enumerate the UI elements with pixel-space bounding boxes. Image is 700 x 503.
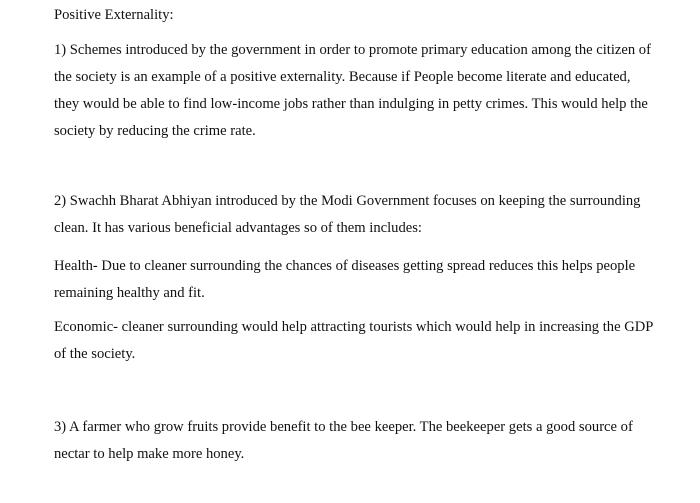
paragraph-swachh-bharat: 2) Swachh Bharat Abhiyan introduced by the Modi Government focuses on keeping the surrounding clean. It has various beneficial advantages so of them includes: bbox=[54, 193, 641, 236]
document-heading: Positive Externality: bbox=[54, 7, 174, 23]
paragraph-beekeeper: 3) A farmer who grow fruits provide benefit to the bee keeper. The beekeeper gets a good source of nectar to help make more honey. bbox=[54, 419, 633, 462]
paragraph-health: Health- Due to cleaner surrounding the chances of diseases getting spread reduces this helps people remaining healthy and fit. bbox=[54, 258, 636, 301]
paragraph-education-scheme: 1) Schemes introduced by the government in order to promote primary education among the citizen of the society is an example of a positive externality. Because if People become literate and educated, they would be able to find low-income jobs rather than indulging in petty crimes. This would help the society by reducing the crime rate. bbox=[54, 42, 651, 139]
paragraph-economic: Economic- cleaner surrounding would help attracting tourists which would help in increasing the GDP of the society. bbox=[54, 319, 653, 362]
